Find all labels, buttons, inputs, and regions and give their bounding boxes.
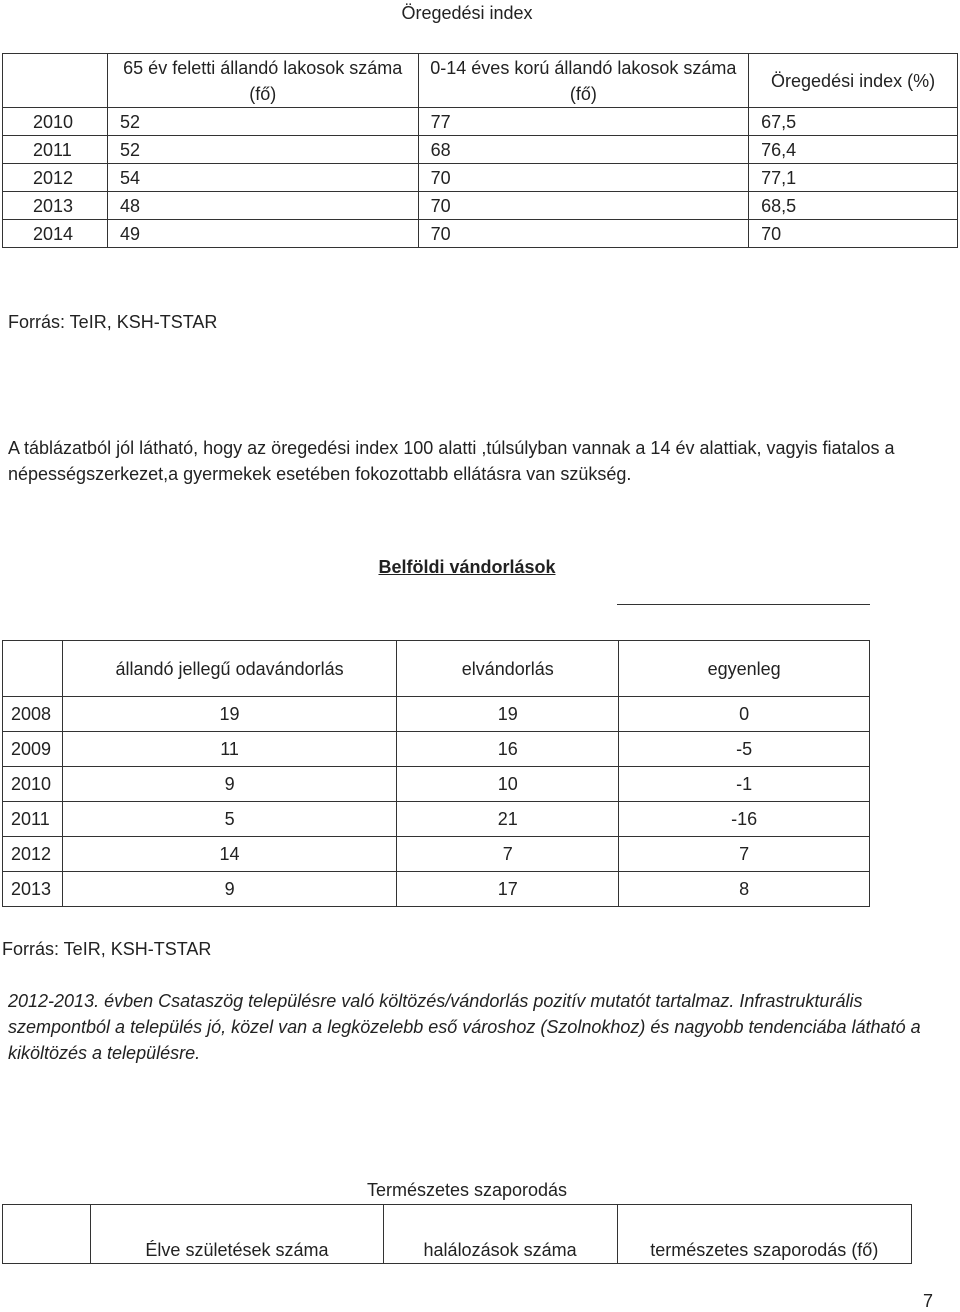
table-row xyxy=(3,732,870,767)
table-cell: 54 xyxy=(107,164,418,192)
migration-paragraph: 2012-2013. évben Csataszög településre való költözés/vándorlás pozitív mutatót tartalmaz. Infrastrukturális szempontból a település jó, közel van a legközelebb eső városhoz (Szolnokhoz) és nagyobb tendenciába látható a kiköltözés a településre. xyxy=(8,991,921,1063)
header-cell: Élve születések száma xyxy=(91,1205,383,1264)
table-cell: 52 xyxy=(107,108,418,136)
source-note: Forrás: TeIR, KSH-TSTAR xyxy=(8,312,218,332)
year-cell: 2011 xyxy=(3,802,63,837)
aging-index-table xyxy=(2,53,958,248)
table-cell: 48 xyxy=(107,192,418,220)
header-cell: elvándorlás xyxy=(397,641,619,697)
table-row xyxy=(3,697,870,732)
table-cell: 70 xyxy=(418,192,749,220)
table-cell: -1 xyxy=(619,767,870,802)
table-cell: 70 xyxy=(418,220,749,248)
year-cell: 2009 xyxy=(3,732,63,767)
table-cell: 17 xyxy=(397,872,619,907)
year-cell: 2013 xyxy=(3,872,63,907)
table-cell: 19 xyxy=(397,697,619,732)
table-cell: -16 xyxy=(619,802,870,837)
table-cell: 19 xyxy=(62,697,396,732)
header-cell: Öregedési index (%) xyxy=(749,54,958,108)
table-cell: 52 xyxy=(107,136,418,164)
natural-growth-title: Természetes szaporodás xyxy=(366,1180,568,1200)
migration-title-text: Belföldi vándorlások xyxy=(378,557,556,577)
table-cell: 14 xyxy=(62,837,396,872)
year-cell: 2011 xyxy=(3,136,108,164)
table-cell: 9 xyxy=(62,767,396,802)
table-cell: 0 xyxy=(619,697,870,732)
table-cell: 49 xyxy=(107,220,418,248)
table-row xyxy=(3,767,870,802)
source-note: Forrás: TeIR, KSH-TSTAR xyxy=(2,939,212,959)
year-cell: 2013 xyxy=(3,192,108,220)
header-cell: egyenleg xyxy=(619,641,870,697)
migration-table xyxy=(2,640,870,907)
year-cell: 2010 xyxy=(3,767,63,802)
table-cell: 7 xyxy=(397,837,619,872)
year-cell: 2010 xyxy=(3,108,108,136)
table-cell: 70 xyxy=(418,164,749,192)
table-cell: 67,5 xyxy=(749,108,958,136)
divider-line xyxy=(617,604,870,605)
natural-growth-table xyxy=(2,1204,912,1264)
year-cell: 2008 xyxy=(3,697,63,732)
header-cell: halálozások száma xyxy=(383,1205,617,1264)
table-cell: 16 xyxy=(397,732,619,767)
table-cell: -5 xyxy=(619,732,870,767)
header-cell: 0-14 éves korú állandó lakosok száma (fő) xyxy=(418,54,749,108)
table-cell: 68,5 xyxy=(749,192,958,220)
header-cell: természetes szaporodás (fő) xyxy=(617,1205,911,1264)
table-cell: 70 xyxy=(749,220,958,248)
table-cell: 21 xyxy=(397,802,619,837)
table-row xyxy=(3,136,958,164)
page-number: 7 xyxy=(922,1291,933,1311)
year-cell: 2012 xyxy=(3,164,108,192)
header-cell: 65 év feletti állandó lakosok száma (fő) xyxy=(107,54,418,108)
aging-index-title: Öregedési index xyxy=(401,3,533,23)
table-cell: 8 xyxy=(619,872,870,907)
table-row xyxy=(3,108,958,136)
table-cell: 9 xyxy=(62,872,396,907)
table-cell: 77,1 xyxy=(749,164,958,192)
header-cell xyxy=(3,1205,91,1264)
aging-paragraph: A táblázatból jól látható, hogy az öregedési index 100 alatti ,túlsúlyban vannak a 14 év alattiak, vagyis fiatalos a népességszerkezet,a gyermekek esetében fokozottabb ellátásra van szükség. xyxy=(8,438,895,484)
table-cell: 68 xyxy=(418,136,749,164)
year-cell: 2012 xyxy=(3,837,63,872)
header-cell xyxy=(3,641,63,697)
table-row xyxy=(3,802,870,837)
table-row xyxy=(3,872,870,907)
year-cell: 2014 xyxy=(3,220,108,248)
table-row xyxy=(3,192,958,220)
table-header-row xyxy=(3,1205,912,1264)
table-header-row xyxy=(3,641,870,697)
table-cell: 76,4 xyxy=(749,136,958,164)
table-cell: 11 xyxy=(62,732,396,767)
table-header-row xyxy=(3,54,958,108)
table-cell: 7 xyxy=(619,837,870,872)
table-row xyxy=(3,164,958,192)
header-cell: állandó jellegű odavándorlás xyxy=(62,641,396,697)
table-row xyxy=(3,837,870,872)
header-cell xyxy=(3,54,108,108)
table-cell: 10 xyxy=(397,767,619,802)
table-cell: 5 xyxy=(62,802,396,837)
migration-title xyxy=(0,554,934,580)
table-cell: 77 xyxy=(418,108,749,136)
table-row xyxy=(3,220,958,248)
